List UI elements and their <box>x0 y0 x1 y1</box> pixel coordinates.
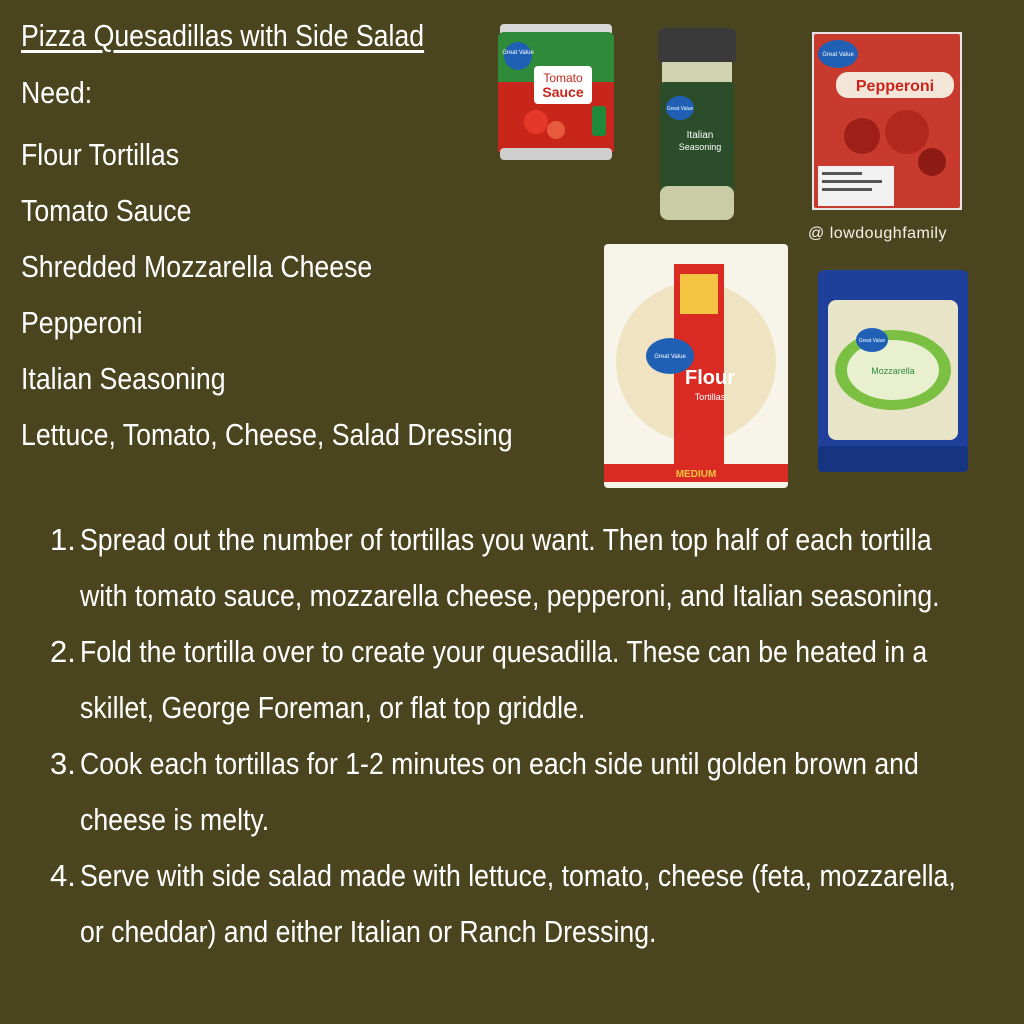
pepperoni-package-image <box>812 32 962 210</box>
step-text: Cook each tortillas for 1-2 minutes on each side until golden brown and <box>80 746 919 781</box>
instruction-step <box>50 848 1010 960</box>
product-name: Mozzarella <box>871 366 915 376</box>
step-text: cheese is melty. <box>80 802 270 837</box>
step-text: Spread out the number of tortillas you want. Then top half of each tortilla <box>80 522 932 557</box>
brand-logo-text: Great Value <box>822 52 854 58</box>
ingredient-item: Flour Tortillas <box>21 137 180 172</box>
need-label: Need: <box>21 75 93 110</box>
step-number: 3. <box>50 746 76 781</box>
instruction-step <box>50 736 1010 848</box>
product-name: Seasoning <box>678 142 722 152</box>
flour-tortillas-package-image <box>604 244 788 488</box>
product-name: Sauce <box>542 84 584 100</box>
step-text: or cheddar) and either Italian or Ranch Dressing. <box>80 914 657 949</box>
ingredient-list <box>21 127 593 463</box>
instruction-step <box>50 624 1010 736</box>
brand-logo-text: Great Value <box>654 354 686 360</box>
product-name: Pepperoni <box>855 78 935 95</box>
ingredient-item: Italian Seasoning <box>21 361 226 396</box>
product-size: MEDIUM <box>675 469 717 480</box>
tomato-sauce-can-image <box>496 22 616 162</box>
step-number: 4. <box>50 858 76 893</box>
ingredient-item: Lettuce, Tomato, Cheese, Salad Dressing <box>21 417 513 452</box>
step-number: 1. <box>50 522 76 557</box>
recipe-title: Pizza Quesadillas with Side Salad <box>21 18 425 53</box>
brand-logo-text: Great Value <box>502 50 534 56</box>
mozzarella-cheese-bag-image <box>818 270 968 472</box>
instruction-list <box>50 512 1010 960</box>
product-name: Italian <box>686 130 714 141</box>
step-number: 2. <box>50 634 76 669</box>
ingredient-item: Shredded Mozzarella Cheese <box>21 249 373 284</box>
product-name: Tortillas <box>694 392 726 402</box>
social-handle: @ lowdoughfamily <box>808 225 947 242</box>
product-name: Flour <box>685 367 735 389</box>
step-text: Fold the tortilla over to create your quesadilla. These can be heated in a <box>80 634 928 669</box>
italian-seasoning-jar-image <box>652 26 742 222</box>
step-text: Serve with side salad made with lettuce, tomato, cheese (feta, mozzarella, <box>80 858 956 893</box>
step-text: with tomato sauce, mozzarella cheese, pepperoni, and Italian seasoning. <box>80 578 940 613</box>
step-text: skillet, George Foreman, or flat top griddle. <box>80 690 586 725</box>
product-name: Tomato <box>543 71 583 85</box>
instruction-step <box>50 512 1010 624</box>
ingredient-item: Tomato Sauce <box>21 193 192 228</box>
ingredient-item: Pepperoni <box>21 305 143 340</box>
brand-logo-text: Great Value <box>666 106 694 112</box>
brand-logo-text: Great Value <box>858 338 886 344</box>
